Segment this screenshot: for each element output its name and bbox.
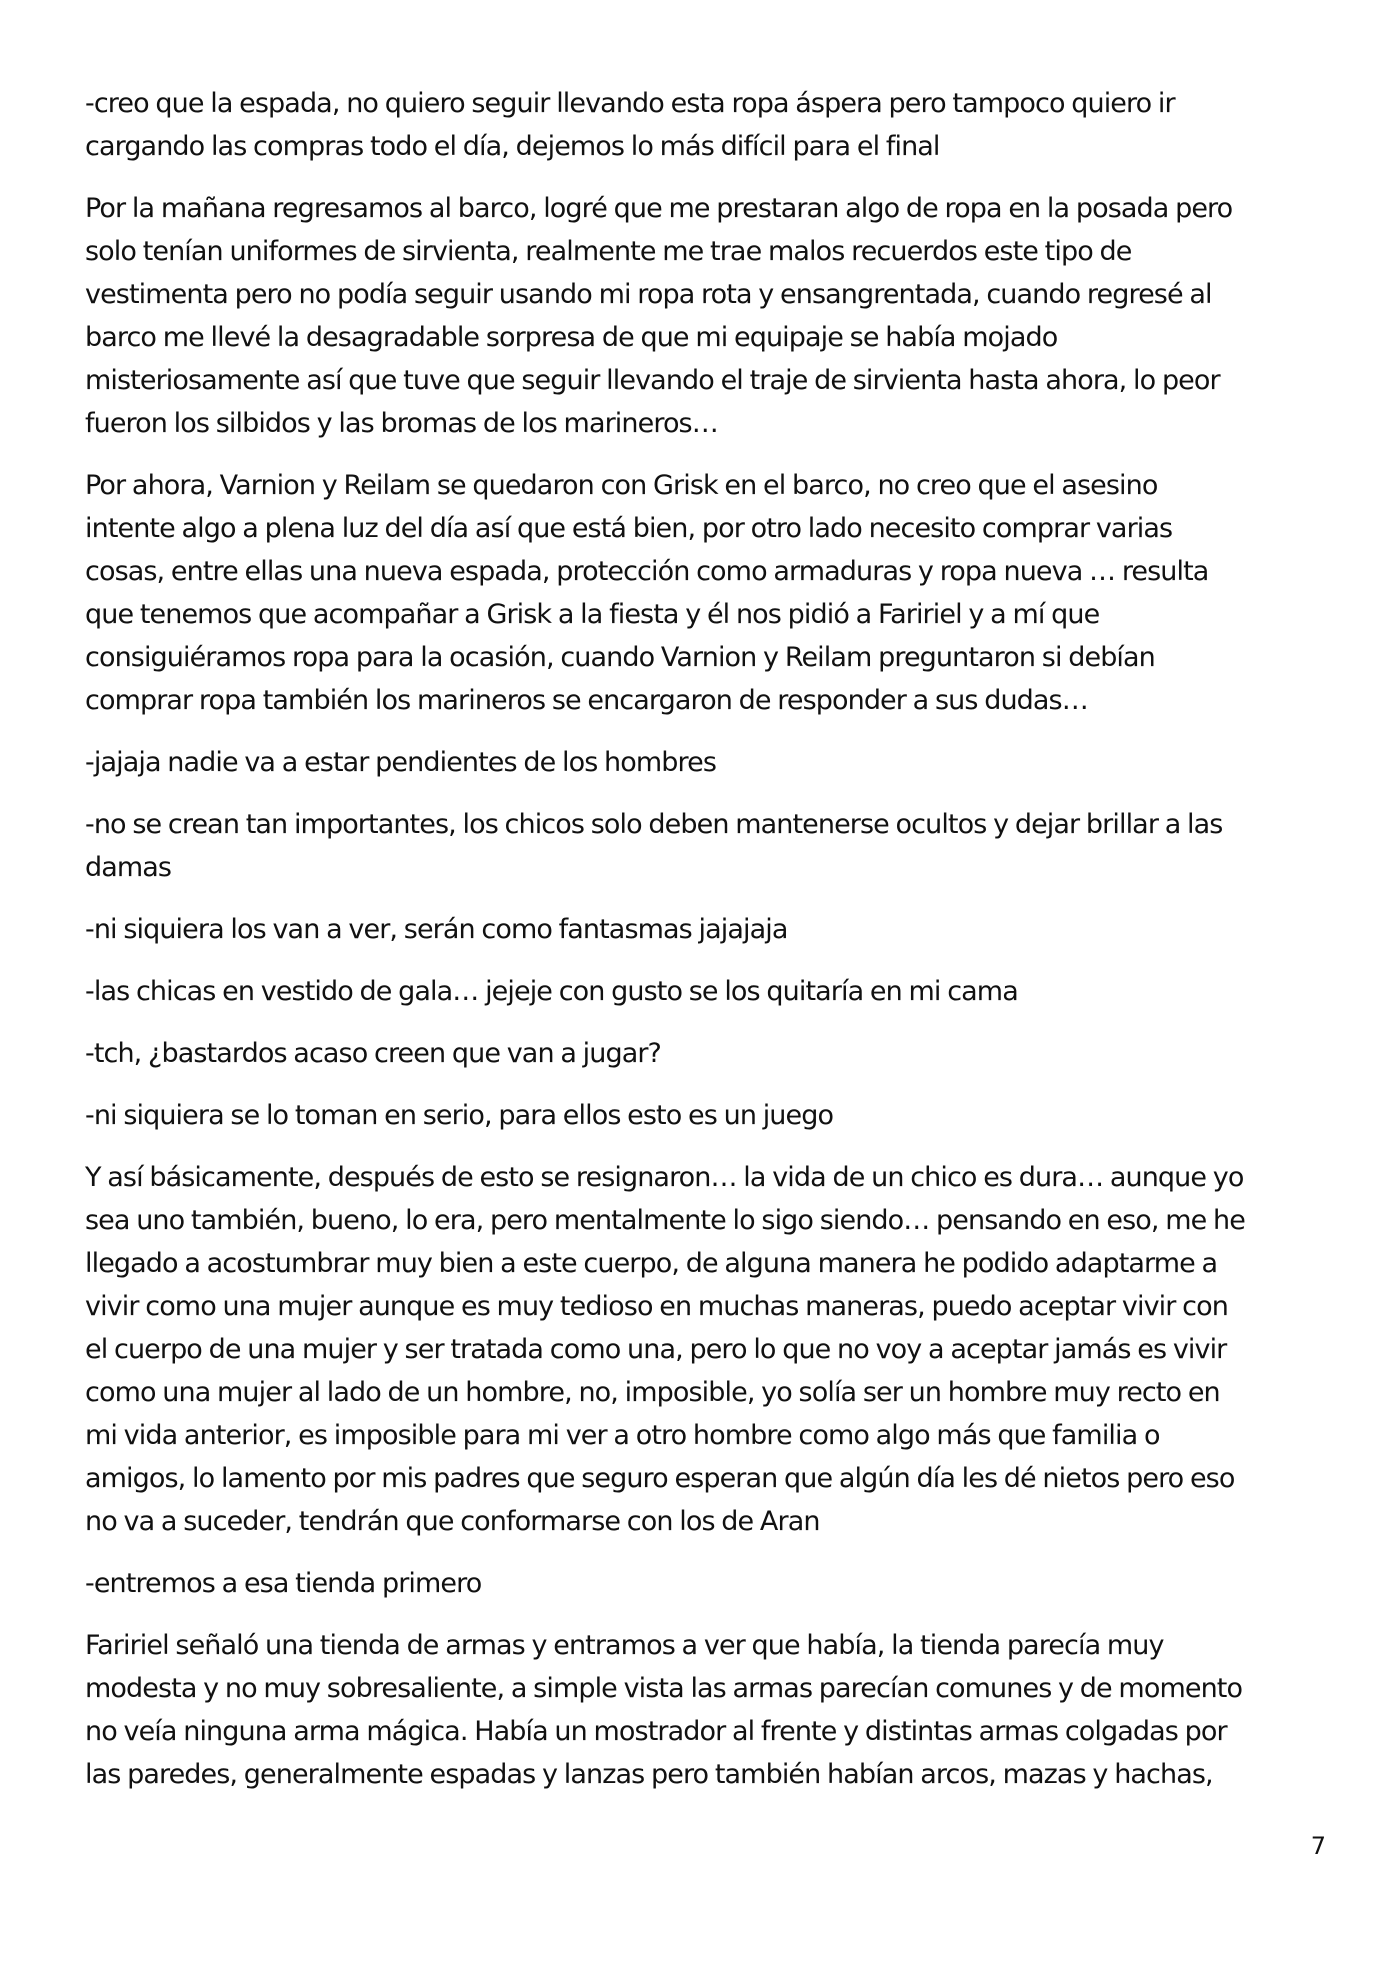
text-line: cosas, entre ellas una nueva espada, protección como armaduras y ropa nueva … resulta [85,556,1209,587]
text-line: Por la mañana regresamos al barco, logré que me prestaran algo de ropa en la posada pero [85,193,1233,224]
page-number: 7 [1310,1832,1326,1860]
paragraph [85,1094,1335,1137]
paragraph [85,908,1335,951]
text-line: el cuerpo de una mujer y ser tratada como una, pero lo que no voy a aceptar jamás es vivir [85,1334,1227,1365]
text-line: solo tenían uniformes de sirvienta, realmente me trae malos recuerdos este tipo de [85,236,1132,267]
text-line: llegado a acostumbrar muy bien a este cuerpo, de alguna manera he podido adaptarme a [85,1248,1218,1279]
paragraph [85,187,1335,445]
paragraph [85,970,1335,1013]
paragraph [85,82,1335,168]
paragraph [85,803,1335,889]
text-line: como una mujer al lado de un hombre, no, imposible, yo solía ser un hombre muy recto en [85,1377,1220,1408]
text-line: las paredes, generalmente espadas y lanzas pero también habían arcos, mazas y hachas, [85,1759,1213,1790]
text-line: intente algo a plena luz del día así que está bien, por otro lado necesito comprar varias [85,513,1173,544]
text-line: -jajaja nadie va a estar pendientes de los hombres [85,747,717,778]
text-line: -entremos a esa tienda primero [85,1568,482,1599]
paragraph [85,741,1335,784]
text-line: Y así básicamente, después de esto se resignaron… la vida de un chico es dura… aunque yo [85,1162,1244,1193]
text-line: que tenemos que acompañar a Grisk a la fiesta y él nos pidió a Faririel y a mí que [85,599,1100,630]
text-line: Por ahora, Varnion y Reilam se quedaron con Grisk en el barco, no creo que el asesino [85,470,1158,501]
text-line: barco me llevé la desagradable sorpresa de que mi equipaje se había mojado [85,322,1058,353]
paragraph [85,1156,1335,1543]
text-line: misteriosamente así que tuve que seguir llevando el traje de sirvienta hasta ahora, lo peor [85,365,1220,396]
text-line: comprar ropa también los marineros se encargaron de responder a sus dudas… [85,685,1088,716]
text-line: Faririel señaló una tienda de armas y entramos a ver que había, la tienda parecía muy [85,1630,1164,1661]
text-line: vivir como una mujer aunque es muy tedioso en muchas maneras, puedo aceptar vivir con [85,1291,1228,1322]
text-line: consiguiéramos ropa para la ocasión, cuando Varnion y Reilam preguntaron si debían [85,642,1155,673]
text-line: damas [85,852,172,883]
text-line: -no se crean tan importantes, los chicos solo deben mantenerse ocultos y dejar brillar a las [85,809,1223,840]
text-line: sea uno también, bueno, lo era, pero mentalmente lo sigo siendo… pensando en eso, me he [85,1205,1245,1236]
text-line: no va a suceder, tendrán que conformarse con los de Aran [85,1506,820,1537]
text-line: vestimenta pero no podía seguir usando mi ropa rota y ensangrentada, cuando regresé al [85,279,1212,310]
paragraph [85,464,1335,722]
text-line: -creo que la espada, no quiero seguir llevando esta ropa áspera pero tampoco quiero ir [85,88,1175,119]
document-body [85,82,1335,1815]
text-line: cargando las compras todo el día, dejemos lo más difícil para el final [85,131,940,162]
text-line: -las chicas en vestido de gala… jejeje con gusto se los quitaría en mi cama [85,976,1018,1007]
paragraph [85,1562,1335,1605]
text-line: fueron los silbidos y las bromas de los marineros… [85,408,718,439]
paragraph [85,1624,1335,1796]
text-line: mi vida anterior, es imposible para mi ver a otro hombre como algo más que familia o [85,1420,1160,1451]
text-line: modesta y no muy sobresaliente, a simple vista las armas parecían comunes y de momento [85,1673,1243,1704]
text-line: -tch, ¿bastardos acaso creen que van a jugar? [85,1038,661,1069]
text-line: -ni siquiera los van a ver, serán como fantasmas jajajaja [85,914,788,945]
paragraph [85,1032,1335,1075]
text-line: amigos, lo lamento por mis padres que seguro esperan que algún día les dé nietos pero eso [85,1463,1235,1494]
text-line: -ni siquiera se lo toman en serio, para ellos esto es un juego [85,1100,834,1131]
text-line: no veía ninguna arma mágica. Había un mostrador al frente y distintas armas colgadas por [85,1716,1227,1747]
